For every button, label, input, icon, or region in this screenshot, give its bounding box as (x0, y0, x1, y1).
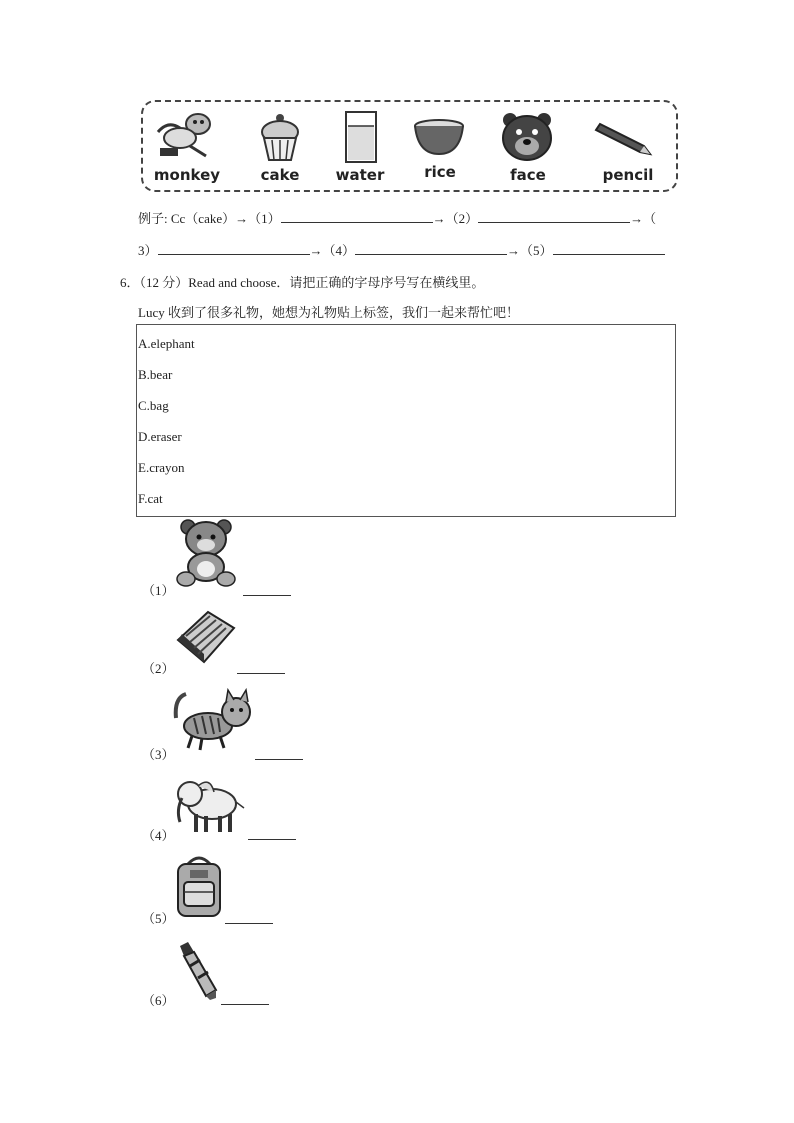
option-d: D.eraser (138, 429, 182, 444)
question-number: 6． (120, 275, 140, 290)
arrow: → (507, 243, 521, 258)
rice-bowl-icon (404, 110, 474, 164)
crayon-icon (172, 940, 220, 1002)
question-text: （12 分）Read and choose．请把正确的字母序号写在横线里。 (139, 275, 485, 290)
word-pencil: pencil (602, 166, 654, 184)
answer-blank-1[interactable] (281, 210, 433, 223)
item-number-1: （1） (248, 211, 281, 226)
option-e: E.crayon (138, 460, 185, 475)
cat-icon (172, 688, 256, 754)
item-number-5: （5） (520, 243, 553, 258)
word-cake: cake (260, 166, 300, 184)
eraser-icon (172, 606, 240, 668)
answer-line-1[interactable] (243, 594, 291, 596)
item-label-1: （1） (142, 583, 175, 598)
answer-blank-2[interactable] (478, 210, 630, 223)
open-paren: （ (643, 211, 657, 226)
word-water: water (335, 166, 385, 184)
monkey-icon (150, 110, 220, 164)
backpack-icon (172, 854, 226, 918)
item-number-3: 3） (138, 243, 158, 258)
item-number-4: （4） (322, 243, 356, 258)
question-6-instruction: Lucy 收到了很多礼物，她想为礼物贴上标签，我们一起来帮忙吧！ (138, 305, 519, 320)
question-6-title (120, 272, 484, 291)
answer-line-4[interactable] (248, 838, 296, 840)
item-label-2: （2） (142, 661, 175, 676)
pencil-icon (592, 110, 662, 164)
example-line-1 (138, 208, 656, 227)
option-a: A.elephant (138, 336, 195, 351)
answer-line-5[interactable] (225, 922, 273, 924)
options-box (136, 324, 676, 517)
arrow: → (432, 211, 446, 226)
example-line-2 (138, 240, 665, 259)
item-number-2: （2） (445, 211, 479, 226)
option-f: F.cat (138, 491, 163, 506)
teddy-bear-icon (172, 517, 244, 589)
answer-blank-3[interactable] (158, 242, 310, 255)
answer-line-2[interactable] (237, 672, 285, 674)
bear-face-icon (492, 110, 562, 164)
example-label: 例子: Cc（cake） (138, 211, 236, 226)
option-c: C.bag (138, 398, 169, 413)
arrow: → (235, 211, 249, 226)
cake-icon (245, 110, 315, 164)
word-monkey: monkey (153, 166, 221, 184)
arrow: → (309, 243, 323, 258)
word-rice: rice (424, 163, 456, 181)
item-label-6: （6） (142, 993, 175, 1008)
word-face: face (510, 166, 546, 184)
arrow: → (630, 211, 644, 226)
item-label-3: （3） (142, 747, 175, 762)
answer-line-3[interactable] (255, 758, 303, 760)
answer-blank-5[interactable] (553, 242, 665, 255)
answer-line-6[interactable] (221, 1003, 269, 1005)
elephant-icon (170, 770, 246, 838)
option-b: B.bear (138, 367, 173, 382)
water-glass-icon (326, 110, 396, 164)
answer-blank-4[interactable] (355, 242, 507, 255)
item-label-5: （5） (142, 911, 175, 926)
item-label-4: （4） (142, 828, 175, 843)
